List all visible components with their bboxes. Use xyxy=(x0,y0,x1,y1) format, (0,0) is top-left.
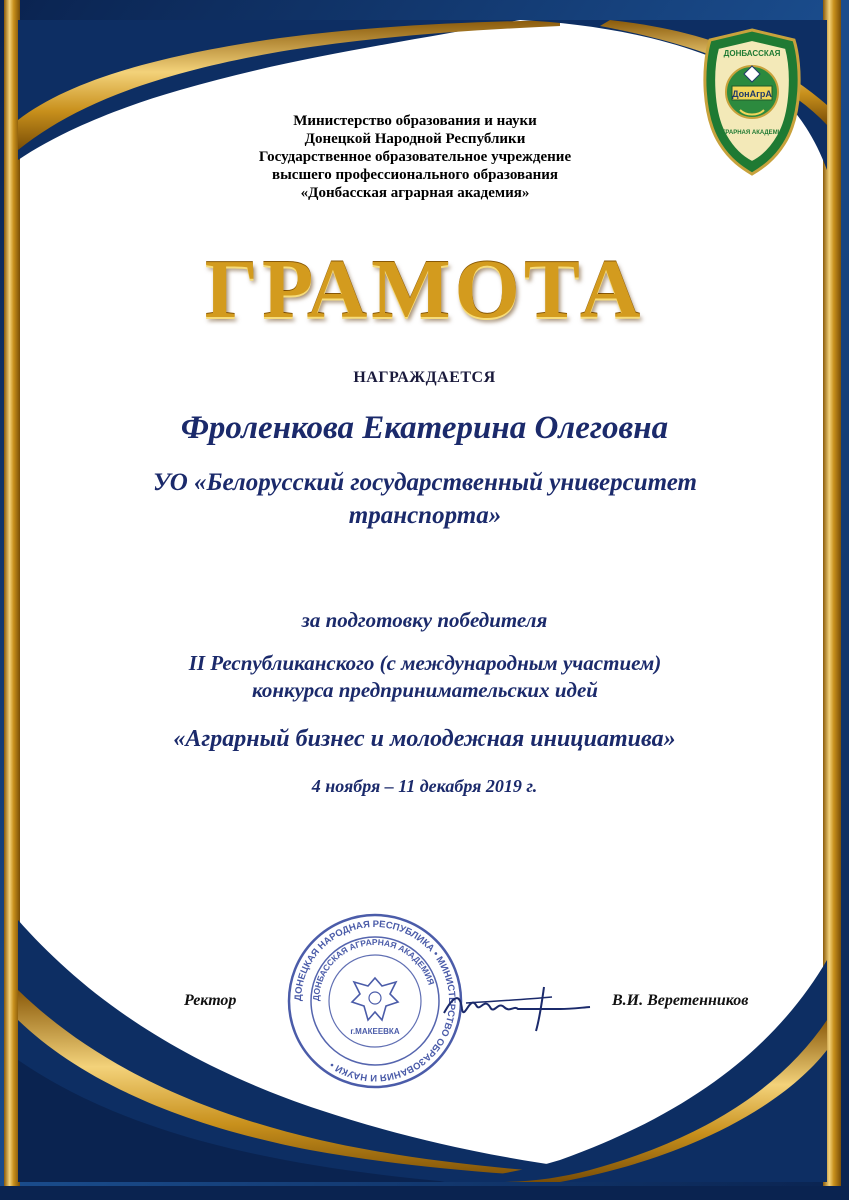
header-line: Государственное образовательное учреждение xyxy=(258,149,572,165)
svg-text:ДОНЕЦКАЯ НАРОДНАЯ РЕСПУБЛИКА •: ДОНЕЦКАЯ НАРОДНАЯ РЕСПУБЛИКА • МИНИСТЕРСТВО ОБРАЗОВАНИЯ И НАУКИ • xyxy=(292,918,458,1084)
certificate-title: ГРАМОТА xyxy=(204,243,645,336)
official-stamp xyxy=(286,912,464,1090)
rector-signature xyxy=(440,975,600,1035)
contest-name: «Аграрный бизнес и молодежная инициатива» xyxy=(173,726,676,752)
svg-text:АГРАРНАЯ АКАДЕМИЯ: АГРАРНАЯ АКАДЕМИЯ xyxy=(717,130,787,136)
signatory-position: Ректор xyxy=(184,992,237,1009)
svg-text:ДОНБАССКАЯ: ДОНБАССКАЯ xyxy=(723,49,781,58)
contest-dates: 4 ноября – 11 декабря 2019 г. xyxy=(311,776,538,796)
recipient-name: Фроленкова Екатерина Олеговна xyxy=(180,410,669,446)
issuer-header xyxy=(200,112,630,202)
contest-description xyxy=(90,650,760,704)
contest-line: II Республиканского (с международным участием) xyxy=(188,651,662,675)
header-line: Министерство образования и науки xyxy=(293,113,537,129)
recipient-organization xyxy=(90,466,760,532)
svg-text:ДонАгрА: ДонАгрА xyxy=(732,89,772,99)
header-line: Донецкой Народной Республики xyxy=(304,131,526,147)
contest-line: конкурса предпринимательских идей xyxy=(252,678,598,702)
academy-logo xyxy=(694,26,810,176)
organization-line: транспорта» xyxy=(348,502,502,529)
signatory-name: В.И. Веретенников xyxy=(612,992,749,1009)
awarded-label: НАГРАЖДАЕТСЯ xyxy=(353,369,496,386)
award-reason: за подготовку победителя xyxy=(301,608,548,632)
svg-text:ДОНБАССКАЯ АГРАРНАЯ АКАДЕМИЯ: ДОНБАССКАЯ АГРАРНАЯ АКАДЕМИЯ xyxy=(310,936,437,1002)
header-line: «Донбасская аграрная академия» xyxy=(300,185,530,201)
svg-text:г.МАКЕЕВКА: г.МАКЕЕВКА xyxy=(350,1027,400,1036)
organization-line: УО «Белорусский государственный университет xyxy=(153,469,697,496)
header-line: высшего профессионального образования xyxy=(271,167,558,183)
